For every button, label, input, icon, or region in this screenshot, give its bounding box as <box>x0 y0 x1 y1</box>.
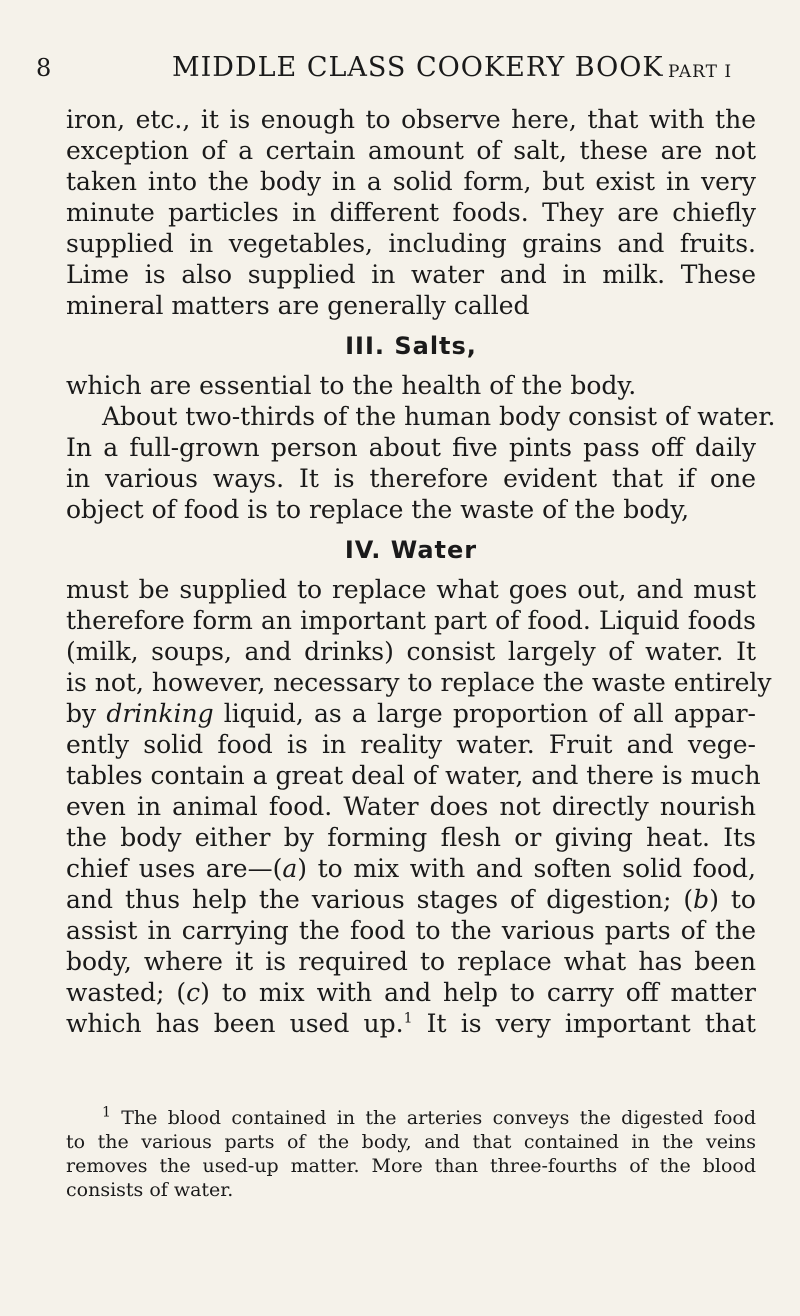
text-run: by <box>66 699 107 728</box>
section-heading-water: IV. Water <box>344 536 478 564</box>
footnote-line: removes the used-up matter. More than three-fourths of the blood <box>66 1155 756 1177</box>
text-line <box>66 884 756 915</box>
running-title: MIDDLE CLASS COOKERY BOOK <box>172 52 664 83</box>
text-line: supplied in vegetables, including grains and fruits. <box>66 229 756 258</box>
section-heading-salts: III. Salts, <box>345 332 477 360</box>
text-line: iron, etc., it is enough to observe here, that with the <box>66 105 756 134</box>
part-label: PART I <box>668 62 733 82</box>
text-run: which has been used up. <box>66 1009 404 1038</box>
text-run: ) to mix with and soften solid food, <box>297 854 757 883</box>
text-line: in various ways. It is therefore evident that if one <box>66 464 756 493</box>
emphasis: b <box>693 885 710 914</box>
footnote-marker: 1 <box>102 1104 111 1121</box>
text-run: It is very important that <box>412 1009 756 1038</box>
text-line: is not, however, necessary to replace the waste entirely <box>66 668 772 697</box>
text-line: taken into the body in a solid form, but exist in very <box>66 167 756 196</box>
footnote-line: to the various parts of the body, and that contained in the veins <box>66 1131 756 1153</box>
running-head <box>36 50 756 90</box>
text-line <box>66 977 756 1008</box>
text-line: (milk, soups, and drinks) consist largely of water. It <box>66 637 756 666</box>
emphasis: c <box>186 978 201 1007</box>
text-line: which are essential to the health of the body. <box>66 371 637 400</box>
text-line: body, where it is required to replace what has been <box>66 947 756 976</box>
text-run: ) to mix with and help to carry off matter <box>200 978 756 1007</box>
text-line: mineral matters are generally called <box>66 291 530 320</box>
emphasis: a <box>282 854 298 883</box>
text-line: ently solid food is in reality water. Fruit and vege- <box>66 730 756 759</box>
text-line: In a full-grown person about five pints pass off daily <box>66 433 756 462</box>
text-line: even in animal food. Water does not directly nourish <box>66 792 756 821</box>
text-run: The blood contained in the arteries conveys the digested food <box>110 1107 756 1129</box>
text-line: tables contain a great deal of water, and there is much <box>66 761 761 790</box>
text-run: ) to <box>709 885 756 914</box>
text-run: wasted; ( <box>66 978 187 1007</box>
text-run: liquid, as a large proportion of all appar- <box>213 699 756 728</box>
text-line <box>66 1008 756 1039</box>
text-run: chief uses are—( <box>66 854 283 883</box>
text-line: assist in carrying the food to the various parts of the <box>66 916 756 945</box>
text-line: object of food is to replace the waste of the body, <box>66 495 690 524</box>
text-line: exception of a certain amount of salt, these are not <box>66 136 756 165</box>
text-line: the body either by forming flesh or giving heat. Its <box>66 823 756 852</box>
page-number: 8 <box>36 54 52 82</box>
footnote-line: consists of water. <box>66 1179 234 1201</box>
body-text <box>66 104 776 1039</box>
text-line: About two-thirds of the human body consist of water. <box>102 402 776 431</box>
text-line: Lime is also supplied in water and in milk. These <box>66 260 756 289</box>
text-line <box>66 698 756 729</box>
text-line: must be supplied to replace what goes out, and must <box>66 575 756 604</box>
text-line <box>66 853 756 884</box>
footnotes <box>66 1106 756 1202</box>
footnote-reference: 1 <box>403 1010 413 1027</box>
text-run: and thus help the various stages of digestion; ( <box>66 885 694 914</box>
emphasis: drinking <box>106 699 214 728</box>
text-line: therefore form an important part of food. Liquid foods <box>66 606 756 635</box>
text-line: minute particles in different foods. They are chiefly <box>66 198 756 227</box>
footnote-line <box>66 1106 756 1130</box>
